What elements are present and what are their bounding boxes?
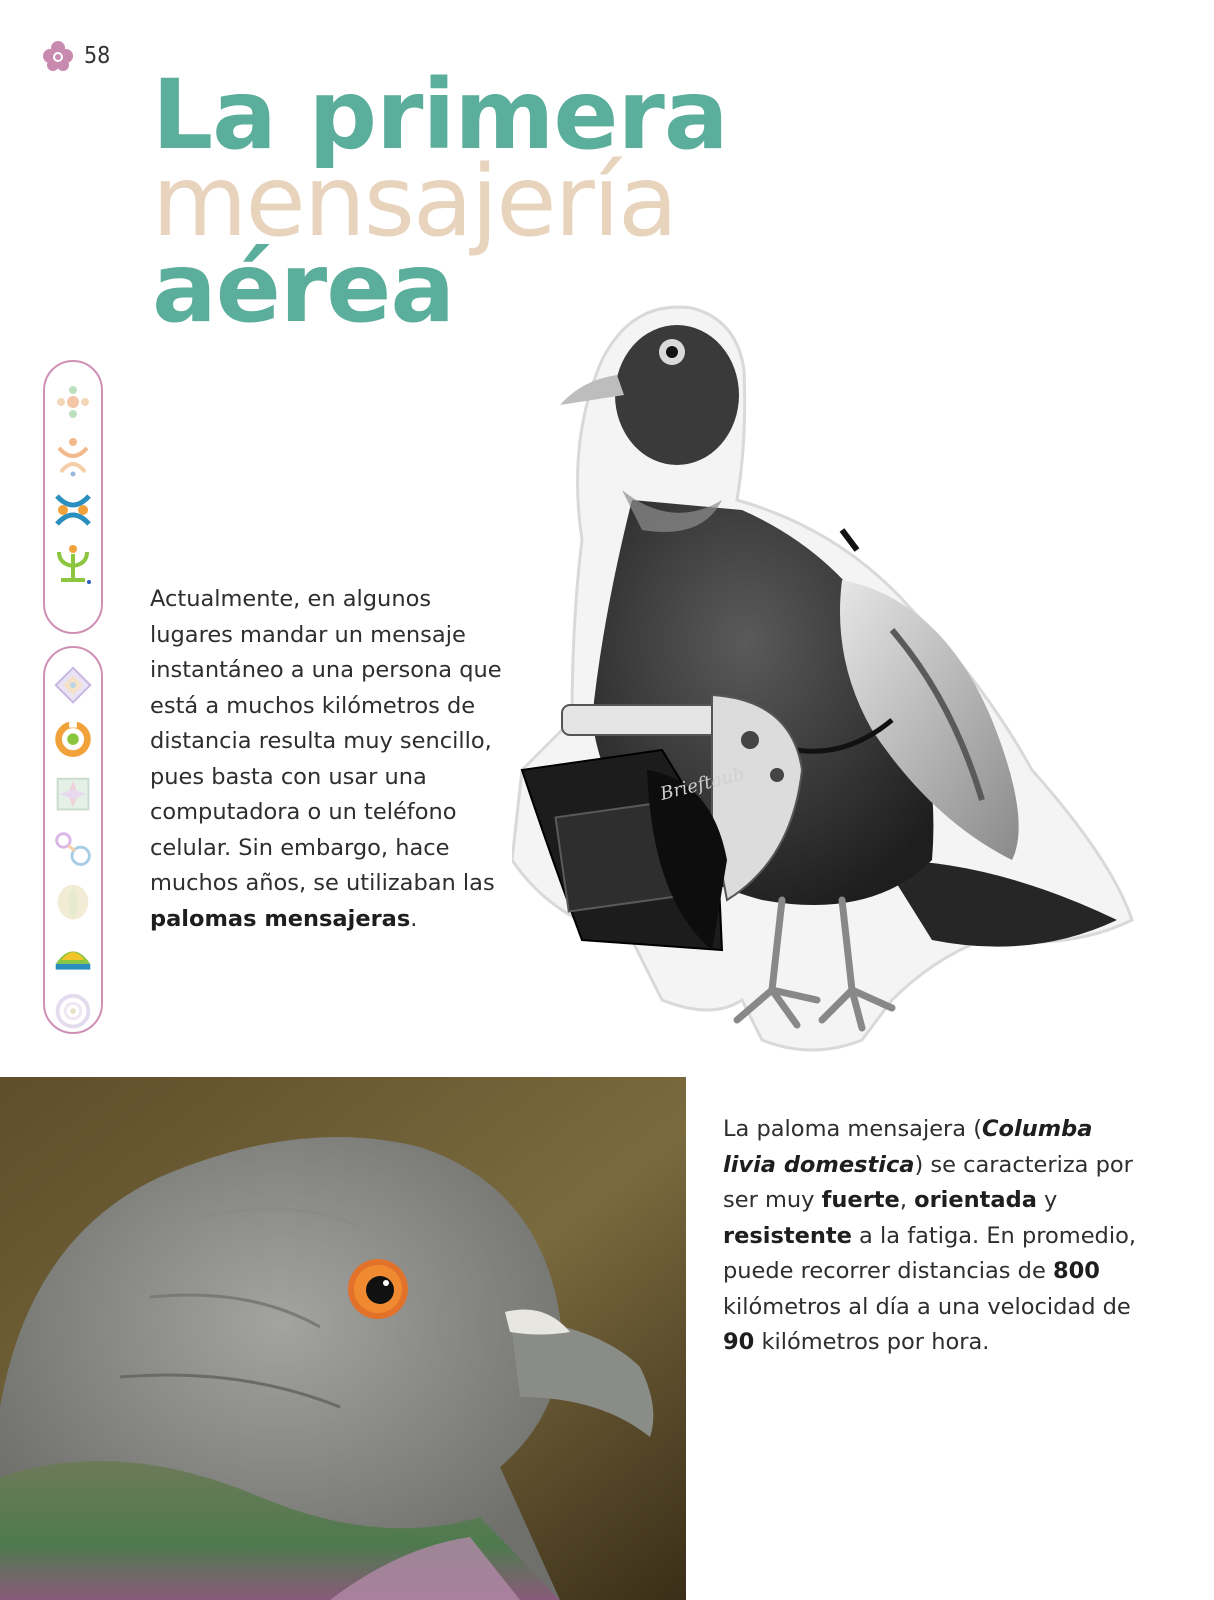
chain-icon	[51, 827, 95, 869]
plant-person-icon	[51, 542, 95, 586]
page-title	[152, 59, 728, 344]
intro-bold-term: palomas mensajeras	[150, 905, 411, 932]
term-orientada: orientada	[914, 1187, 1037, 1213]
circle-icon	[51, 990, 95, 1032]
desc-text-4: y	[1036, 1187, 1058, 1213]
description-paragraph	[723, 1112, 1143, 1361]
scientific-name: Columba livia domestica	[723, 1116, 1093, 1178]
sidebar-bottom-panel	[43, 646, 103, 1034]
distance-value: 800	[1052, 1258, 1100, 1284]
ring-icon	[51, 718, 95, 760]
desc-text-5: a la fatiga. En promedio, puede recorrer distancias de	[723, 1222, 1136, 1284]
diamond-icon	[51, 664, 95, 706]
title-line-2: mensajería	[152, 145, 677, 259]
pigeon-camera-photo	[512, 300, 1142, 1060]
flower-icon	[51, 380, 95, 424]
page-number-text: 58	[84, 43, 111, 69]
term-fuerte: fuerte	[821, 1187, 900, 1213]
square-star-icon	[51, 773, 95, 815]
term-resistente: resistente	[723, 1222, 852, 1249]
desc-text-2: ) se caracteriza por ser muy	[723, 1151, 1133, 1213]
intro-end: .	[410, 905, 418, 932]
speed-value: 90	[723, 1329, 755, 1355]
desc-text-7: kilómetros por hora.	[754, 1329, 990, 1355]
title-line-1: La primera	[152, 59, 728, 171]
sidebar-top-panel	[43, 360, 103, 634]
title-line-3: aérea	[152, 232, 455, 344]
camera-label: Brieftaub	[658, 763, 747, 805]
desc-text-6: kilómetros al día a una velocidad de	[723, 1293, 1131, 1320]
desc-text-3: ,	[899, 1187, 915, 1213]
desc-text-1: La paloma mensajera (	[723, 1116, 983, 1142]
shell-icon	[51, 881, 95, 923]
turtle-icon	[51, 935, 95, 977]
linked-people-icon	[51, 488, 95, 532]
page-number	[40, 38, 110, 74]
pigeon-closeup-photo	[0, 1077, 686, 1600]
intro-paragraph	[150, 582, 510, 937]
intro-text: Actualmente, en algunos lugares mandar un mensaje instantáneo a una persona que está a muchos kilómetros de distancia resulta muy sencillo, pues basta con usar una computadora o un teléfono celular. Sin embargo, hace muchos años, se utilizaban las	[150, 586, 502, 896]
dancer-icon	[51, 434, 95, 478]
flower-icon	[40, 38, 76, 74]
